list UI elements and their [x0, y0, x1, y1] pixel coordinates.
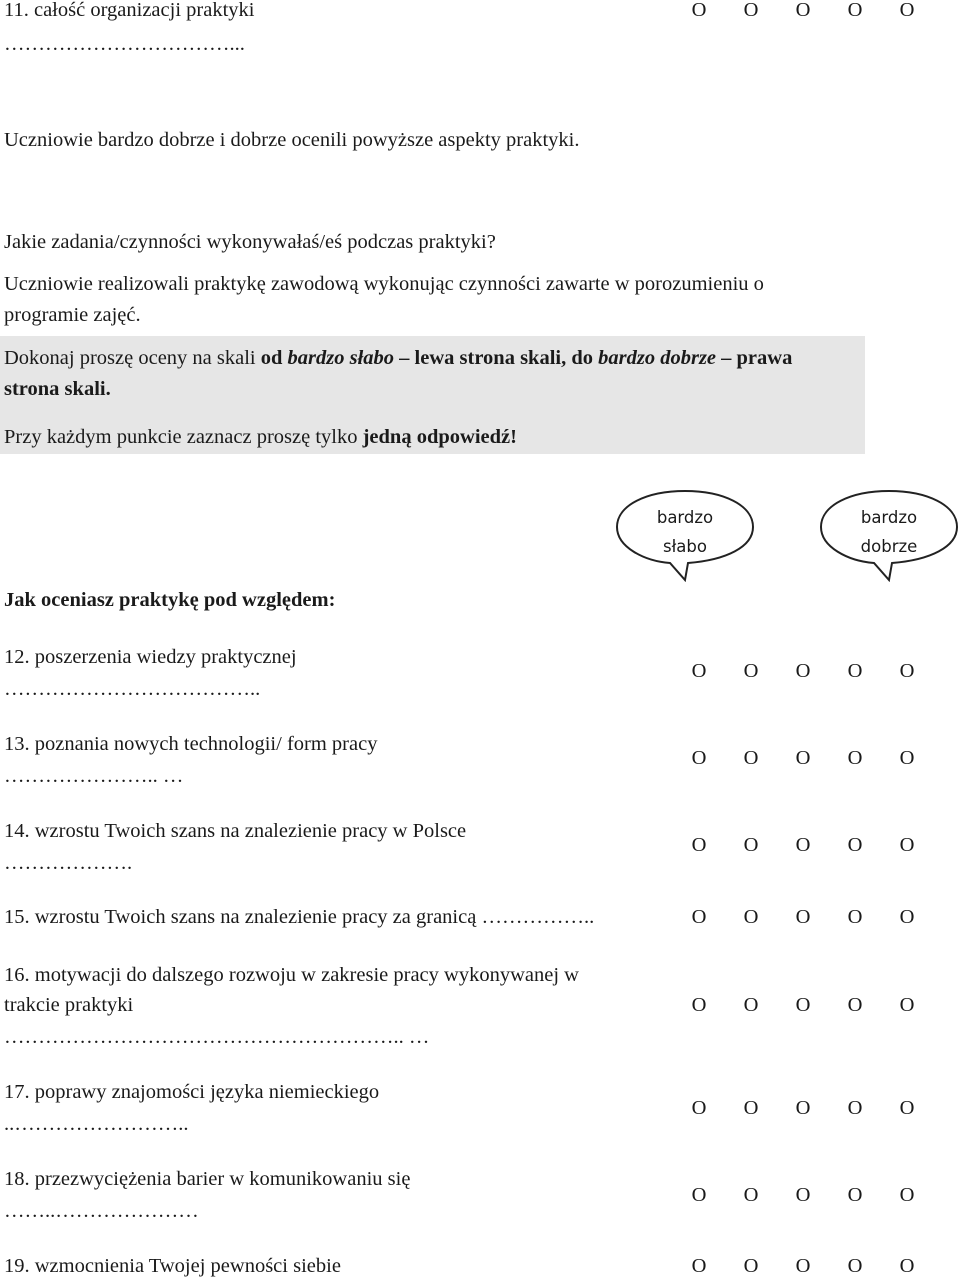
rating-option[interactable]: O	[691, 0, 707, 21]
instructions-line-3: Przy każdym punkcie zaznacz proszę tylko jedną odpowiedź!	[4, 426, 517, 448]
rating-option[interactable]: O	[847, 1184, 863, 1206]
bubble-text-line-1: bardzo	[860, 508, 918, 527]
rating-option[interactable]: O	[795, 1097, 811, 1119]
rating-scale-15	[684, 907, 922, 928]
rating-option[interactable]: O	[795, 834, 811, 856]
rating-option[interactable]: O	[743, 1184, 759, 1206]
rating-scale-18	[684, 1185, 922, 1206]
rating-option[interactable]: O	[743, 660, 759, 682]
item-11-label: 11. całość organizacji praktyki	[4, 0, 255, 21]
rating-option[interactable]: O	[795, 660, 811, 682]
bubble-text-line-2: słabo	[663, 537, 707, 556]
bubble-text-line-2: dobrze	[860, 537, 918, 556]
rating-option[interactable]: O	[847, 906, 863, 928]
rating-option[interactable]: O	[795, 0, 811, 21]
rating-option[interactable]: O	[743, 1097, 759, 1119]
rating-option[interactable]: O	[691, 1184, 707, 1206]
item-11-answer-dots: ……………………………...	[4, 33, 245, 55]
rating-option[interactable]: O	[795, 1255, 811, 1277]
rating-option[interactable]: O	[847, 747, 863, 769]
item-19-label: 19. wzmocnienia Twojej pewności siebie	[4, 1255, 341, 1277]
item-12-label: 12. poszerzenia wiedzy praktycznej	[4, 646, 297, 668]
item-16-label-cont: trakcie praktyki	[4, 994, 134, 1016]
rating-option[interactable]: O	[899, 1184, 915, 1206]
item-13-label: 13. poznania nowych technologii/ form pracy	[4, 733, 378, 755]
rating-option[interactable]: O	[743, 834, 759, 856]
answer-line-2: programie zajęć.	[4, 304, 141, 326]
rating-option[interactable]: O	[847, 0, 863, 21]
rating-option[interactable]: O	[899, 834, 915, 856]
rating-option[interactable]: O	[743, 0, 759, 21]
rating-option[interactable]: O	[847, 1255, 863, 1277]
rating-option[interactable]: O	[899, 660, 915, 682]
item-18-answer-dots: ……..…………………	[4, 1200, 199, 1222]
rating-option[interactable]: O	[899, 1255, 915, 1277]
rating-option[interactable]: O	[795, 994, 811, 1016]
item-12-answer-dots: ………………………………..	[4, 678, 261, 700]
rating-scale-14	[684, 835, 922, 856]
item-14-label: 14. wzrostu Twoich szans na znalezienie pracy w Polsce	[4, 820, 467, 842]
item-14-answer-dots: ……………….	[4, 852, 133, 874]
open-question: Jakie zadania/czynności wykonywałaś/eś podczas praktyki?	[4, 231, 496, 253]
rating-option[interactable]: O	[691, 906, 707, 928]
item-18-label: 18. przezwyciężenia barier w komunikowaniu się	[4, 1168, 411, 1190]
rating-option[interactable]: O	[691, 834, 707, 856]
rating-scale-16	[684, 995, 922, 1016]
rating-option[interactable]: O	[691, 747, 707, 769]
rating-scale-12	[684, 661, 922, 682]
rating-option[interactable]: O	[899, 747, 915, 769]
answer-line-1: Uczniowie realizowali praktykę zawodową wykonując czynności zawarte w porozumieniu o	[4, 273, 764, 295]
rating-option[interactable]: O	[847, 1097, 863, 1119]
rating-option[interactable]: O	[899, 0, 915, 21]
rating-scale-13	[684, 748, 922, 769]
rating-option[interactable]: O	[899, 1097, 915, 1119]
instructions-line-1: Dokonaj proszę oceny na skali od bardzo słabo – lewa strona skali, do bardzo dobrze – prawa	[4, 347, 793, 369]
speech-bubble-icon	[818, 488, 960, 582]
item-16-answer-dots: ………………………………………………….. …	[4, 1026, 430, 1048]
section-heading: Jak oceniasz praktykę pod względem:	[4, 589, 336, 611]
instructions-line-2: strona skali.	[4, 378, 111, 400]
rating-option[interactable]: O	[795, 747, 811, 769]
item-13-answer-dots: ………………….. …	[4, 765, 184, 787]
rating-scale-19	[684, 1256, 922, 1277]
rating-option[interactable]: O	[691, 1255, 707, 1277]
item-17-label: 17. poprawy znajomości języka niemieckiego	[4, 1081, 380, 1103]
bubble-text-line-1: bardzo	[656, 508, 714, 527]
rating-option[interactable]: O	[899, 994, 915, 1016]
rating-option[interactable]: O	[691, 660, 707, 682]
item-15-label: 15. wzrostu Twoich szans na znalezienie pracy za granicą ……………..	[4, 906, 595, 928]
rating-option[interactable]: O	[743, 994, 759, 1016]
summary-text: Uczniowie bardzo dobrze i dobrze ocenili powyższe aspekty praktyki.	[4, 129, 580, 151]
rating-scale-17	[684, 1098, 922, 1119]
speech-bubble-icon	[614, 488, 756, 582]
rating-option[interactable]: O	[795, 906, 811, 928]
rating-option[interactable]: O	[847, 834, 863, 856]
rating-scale-11	[684, 0, 922, 21]
rating-option[interactable]: O	[743, 906, 759, 928]
rating-option[interactable]: O	[691, 1097, 707, 1119]
rating-option[interactable]: O	[847, 660, 863, 682]
rating-option[interactable]: O	[899, 906, 915, 928]
rating-option[interactable]: O	[743, 747, 759, 769]
rating-option[interactable]: O	[847, 994, 863, 1016]
item-16-label: 16. motywacji do dalszego rozwoju w zakresie pracy wykonywanej w	[4, 964, 579, 986]
item-17-answer-dots: ..……………………..	[4, 1113, 189, 1135]
rating-option[interactable]: O	[795, 1184, 811, 1206]
scale-label-very-good	[818, 488, 960, 582]
rating-option[interactable]: O	[743, 1255, 759, 1277]
rating-option[interactable]: O	[691, 994, 707, 1016]
scale-label-very-poor	[614, 488, 756, 582]
